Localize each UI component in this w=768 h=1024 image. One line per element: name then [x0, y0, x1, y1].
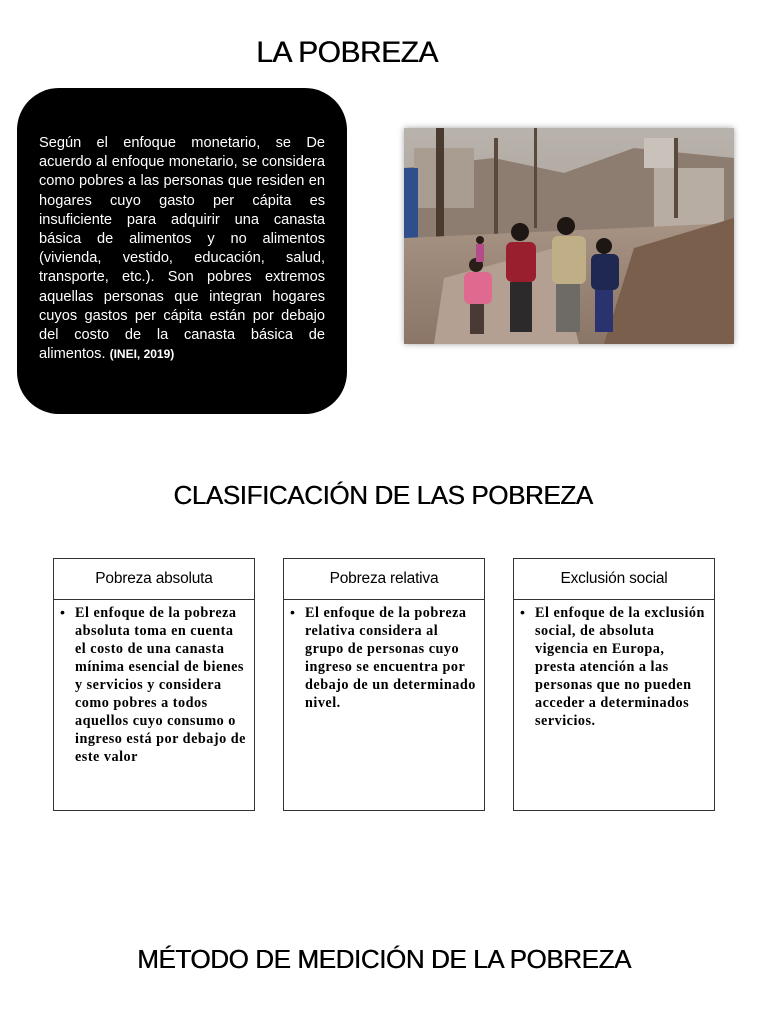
page-title: LA POBREZA [256, 36, 438, 69]
definition-box [17, 88, 347, 414]
card-pobreza-absoluta [53, 558, 255, 811]
card-body [514, 600, 714, 730]
definition-body: Según el enfoque monetario, se De acuerdo al enfoque monetario, se considera como pobres a las personas que residen en hogares cuyo gasto per cápita es insuficiente para adquirir una canasta básica de alimentos y no alimentos (vivienda, vestido, educación, salud, transporte, etc.). Son pobres extremos aquellas personas que integran hogares cuyos gastos per cápita están por debajo del costo de la canasta básica de alimentos. [39, 135, 325, 363]
card-header: Exclusión social [514, 559, 714, 600]
card-text: El enfoque de la exclusión social, de absoluta vigencia en Europa, presta atención a las personas que no pueden acceder a determinados servicios. [535, 605, 705, 729]
card-exclusion-social [513, 558, 715, 811]
classification-title: CLASIFICACIÓN DE LAS POBREZA [173, 480, 593, 510]
method-title: MÉTODO DE MEDICIÓN DE LA POBREZA [137, 944, 631, 974]
card-body [284, 600, 484, 712]
card-header: Pobreza relativa [284, 559, 484, 600]
photo-children-walking [404, 128, 734, 344]
bullet-icon: • [290, 605, 296, 621]
bullet-icon: • [520, 605, 526, 621]
photo-illustration [404, 128, 734, 344]
bullet-icon: • [60, 605, 66, 621]
definition-text [39, 134, 325, 364]
card-header: Pobreza absoluta [54, 559, 254, 600]
card-text: El enfoque de la pobreza relativa considera al grupo de personas cuyo ingreso se encuentra por debajo de un determinado nivel. [305, 605, 476, 711]
card-pobreza-relativa [283, 558, 485, 811]
definition-citation: (INEI, 2019) [109, 347, 175, 362]
card-body [54, 600, 254, 766]
card-text: El enfoque de la pobreza absoluta toma en cuenta el costo de una canasta mínima esencial de bienes y servicios y considera como pobres a todos aquellos cuyo consumo o ingreso está por debajo de este valor [75, 605, 246, 765]
